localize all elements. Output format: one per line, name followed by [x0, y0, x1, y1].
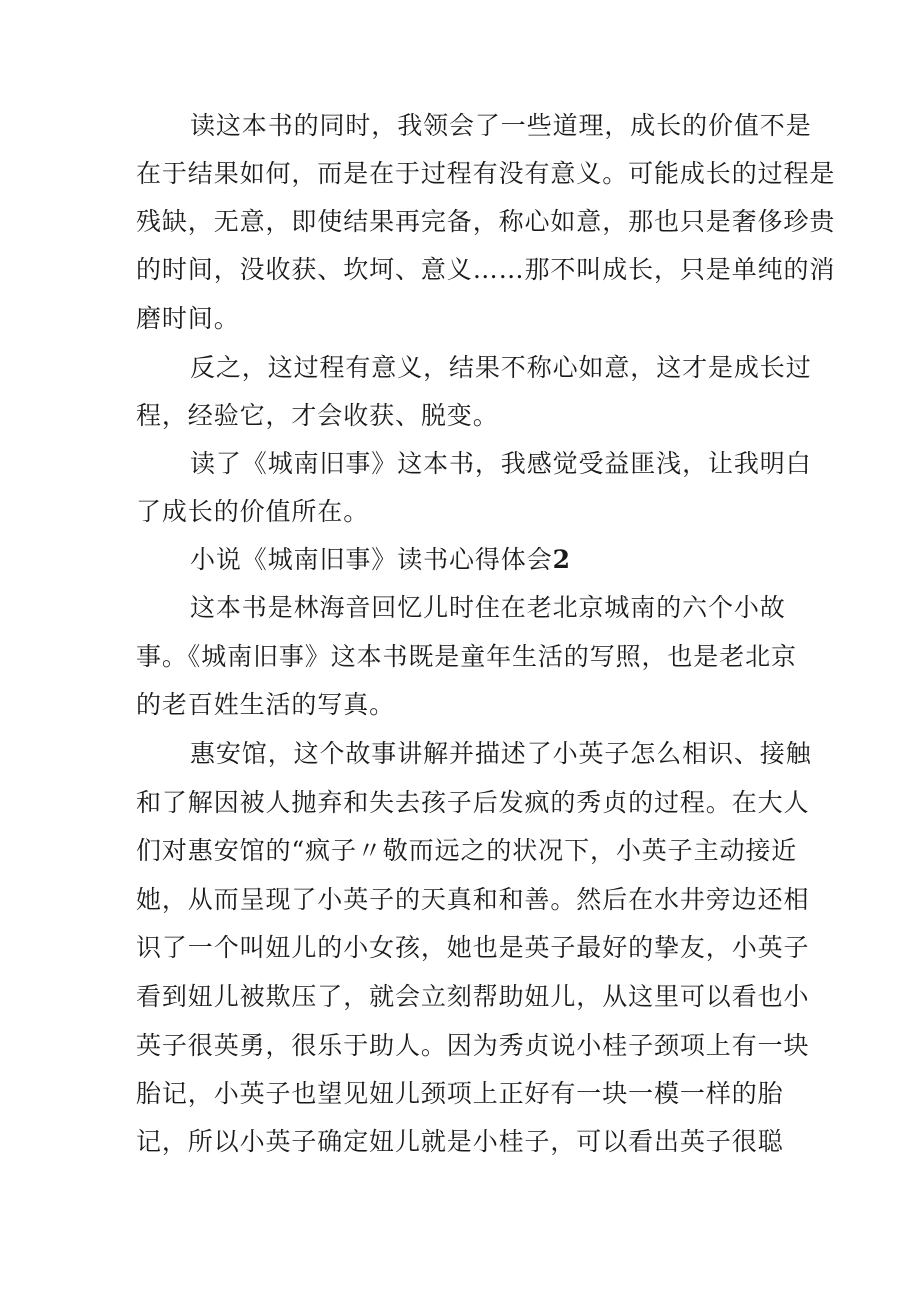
section-heading-text: 小说《城南旧事》读书心得体会 — [190, 545, 553, 574]
paragraph-4-line-2: 事。《城南旧事》这本书既是童年生活的写照，也是老北京 — [136, 642, 797, 671]
paragraph-5-line-7: 英子很英勇，很乐于助人。因为秀贞说小桂子颈项上有一块 — [136, 1031, 810, 1060]
paragraph-5-line-9: 记，所以小英子确定妞儿就是小桂子，可以看出英子很聪 — [136, 1127, 784, 1156]
paragraph-5-line-5: 识了一个叫妞儿的小女孩，她也是英子最好的挚友，小英子 — [136, 933, 810, 962]
paragraph-5-line-4: 她，从而呈现了小英子的天真和和善。然后在水井旁边还相 — [136, 885, 810, 914]
paragraph-1-line-3: 残缺，无意，即使结果再完备，称心如意，那也只是奢侈珍贵 — [136, 207, 836, 236]
paragraph-5-line-2: 和了解因被人抛弃和失去孩子后发疯的秀贞的过程。在大人 — [136, 788, 810, 817]
paragraph-5-line-6: 看到妞儿被欺压了，就会立刻帮助妞儿，从这里可以看也小 — [136, 982, 810, 1011]
paragraph-3-line-1: 读了《城南旧事》这本书，我感觉受益匪浅，让我明白 — [190, 449, 812, 478]
paragraph-3-line-2: 了成长的价值所在。 — [136, 497, 370, 526]
paragraph-5-line-3: 们对惠安馆的“疯子〃敬而远之的状况下，小英子主动接近 — [136, 836, 798, 865]
paragraph-2-line-2: 程，经验它，才会收获、脱变。 — [136, 401, 499, 430]
paragraph-1-line-1: 读这本书的同时，我领会了一些道理，成长的价值不是 — [190, 111, 812, 140]
paragraph-1-line-5: 磨时间。 — [136, 304, 240, 333]
paragraph-5-line-1: 惠安馆，这个故事讲解并描述了小英子怎么相识、接触 — [190, 739, 812, 768]
section-heading-number: 2 — [552, 545, 571, 574]
paragraph-1-line-4: 的时间，没收获、坎坷、意义……那不叫成长，只是单纯的消 — [136, 255, 836, 284]
paragraph-1-line-2: 在于结果如何，而是在于过程有没有意义。可能成长的过程是 — [136, 159, 836, 188]
paragraph-4-line-3: 的老百姓生活的写真。 — [136, 690, 396, 719]
paragraph-5-line-8: 胎记，小英子也望见妞儿颈项上正好有一块一模一样的胎 — [136, 1079, 784, 1108]
paragraph-2-line-1: 反之，这过程有意义，结果不称心如意，这才是成长过 — [190, 353, 812, 382]
paragraph-4-line-1: 这本书是林海音回忆儿时住在老北京城南的六个小故 — [190, 593, 786, 622]
section-heading — [190, 544, 796, 576]
